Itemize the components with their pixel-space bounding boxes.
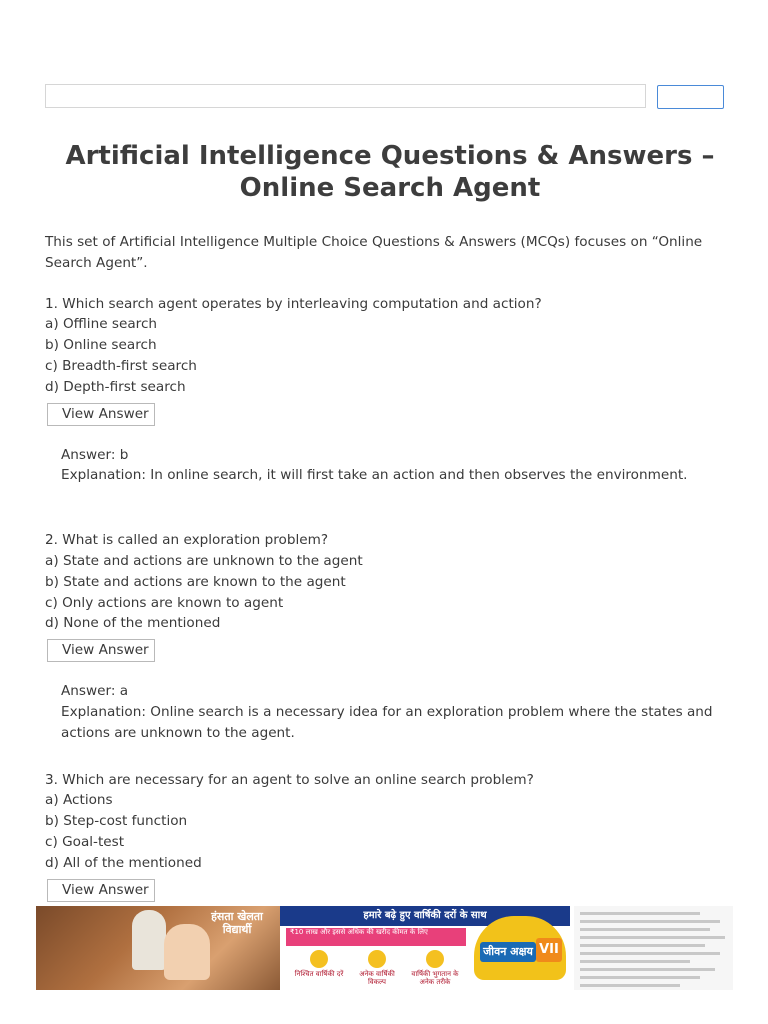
question-text: 1. Which search agent operates by interleaving computation and action? (45, 295, 542, 312)
question-2 (45, 530, 720, 743)
option-b: b) State and actions are known to the agent (45, 573, 346, 590)
option-d: d) All of the mentioned (45, 854, 202, 871)
payment-icon (426, 950, 444, 968)
search-button[interactable] (657, 85, 724, 109)
ad-header: हमारे बढ़े हुए वार्षिकी दरों के साथ (280, 906, 570, 926)
explanation-text: Explanation: In online search, it will first take an action and then observes the environment. (61, 467, 688, 484)
ad-photo (36, 906, 280, 990)
option-c: c) Breadth-first search (45, 357, 197, 374)
option-a: a) Actions (45, 792, 113, 809)
ad-logo-number: VII (536, 938, 562, 962)
intro-text: This set of Artificial Intelligence Multiple Choice Questions & Answers (MCQs) focuses on “Online Search Agent”. (45, 234, 703, 271)
question-text: 3. Which are necessary for an agent to solve an online search problem? (45, 771, 534, 788)
option-a: a) Offline search (45, 316, 158, 333)
article-content (45, 232, 720, 902)
search-bar (45, 84, 725, 110)
ad-tagline: हंसता खेलता विद्यार्थी (211, 910, 263, 936)
search-input[interactable] (45, 84, 646, 108)
ad-logo-text: जीवन अक्षय (480, 942, 536, 962)
fixed-rate-icon (310, 950, 328, 968)
ad-info-panel (280, 906, 570, 990)
ad-caption-2: अनेक वार्षिकी विकल्प (359, 970, 395, 986)
option-b: b) Online search (45, 337, 157, 354)
ad-caption-3: वार्षिकी भुगतान के अनेक तरीके (411, 970, 459, 986)
page-title: Artificial Intelligence Questions & Answers – Online Search Agent (65, 141, 715, 203)
answer-text: Answer: b (61, 446, 129, 463)
ad-subtext: ₹10 लाख और इससे अधिक की खरीद कीमत के लिए (286, 928, 466, 946)
view-answer-button[interactable]: View Answer (47, 403, 155, 426)
question-3 (45, 770, 720, 902)
view-answer-button[interactable]: View Answer (47, 639, 155, 662)
question-1 (45, 294, 720, 487)
ad-adult-figure (132, 910, 166, 970)
option-c: c) Only actions are known to agent (45, 594, 284, 611)
view-answer-button[interactable]: View Answer (47, 879, 155, 902)
question-text: 2. What is called an exploration problem? (45, 532, 329, 549)
explanation-text: Explanation: Online search is a necessary idea for an exploration problem where the states and actions are unknown to the agent. (61, 703, 713, 741)
answer-block (61, 681, 720, 743)
option-c: c) Goal-test (45, 833, 125, 850)
option-d: d) None of the mentioned (45, 615, 221, 632)
ad-fine-print (574, 906, 733, 990)
answer-text: Answer: a (61, 683, 129, 700)
option-a: a) State and actions are unknown to the agent (45, 552, 363, 569)
ad-banner[interactable] (36, 906, 733, 990)
options-icon (368, 950, 386, 968)
option-d: d) Depth-first search (45, 378, 186, 395)
ad-caption-1: निश्चित वार्षिकी दरें (294, 970, 344, 978)
option-b: b) Step-cost function (45, 813, 188, 830)
answer-block (61, 445, 720, 487)
